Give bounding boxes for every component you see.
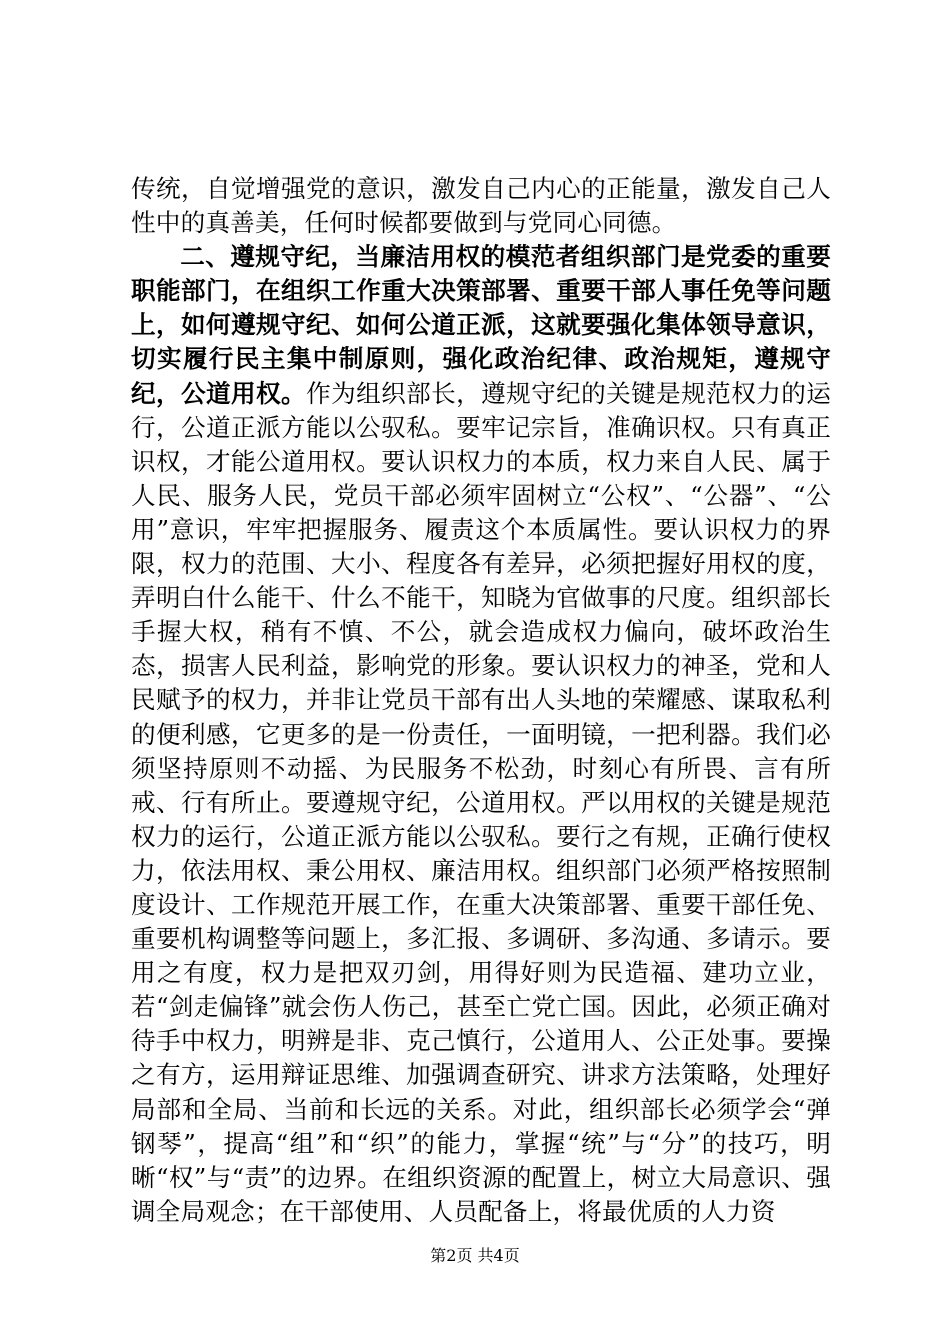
paragraph-section-two [131, 240, 831, 1229]
page-footer [0, 1246, 950, 1266]
paragraph-text: 传统，自觉增强党的意识，激发自己内心的正能量，激发自己人性中的真善美，任何时候都要做到与党同心同德。 [131, 174, 831, 238]
paragraph-text: 作为组织部长，遵规守纪的关键是规范权力的运行，公道正派方能以公驭私。要牢记宗旨，准确识权。只有真正识权，才能公道用权。要认识权力的本质，权力来自人民、属于人民、服务人民，党员干部必须牢固树立“公权”、“公器”、“公用”意识，牢牢把握服务、履责这个本质属性。要认识权力的界限，权力的范围、大小、程度各有差异，必须把握好用权的度，弄明白什么能干、什么不能干，知晓为官做事的尺度。组织部长手握大权，稍有不慎、不公，就会造成权力偏向，破坏政治生态，损害人民利益，影响党的形象。要认识权力的神圣，党和人民赋予的权力，并非让党员干部有出人头地的荣耀感、谋取私利的便利感，它更多的是一份责任，一面明镜，一把利器。我们必须坚持原则不动摇、为民服务不松劲，时刻心有所畏、言有所戒、行有所止。要遵规守纪，公道用权。严以用权的关键是规范权力的运行，公道正派方能以公驭私。要行之有规，正确行使权力，依法用权、秉公用权、廉洁用权。组织部门必须严格按照制度设计、工作规范开展工作，在重大决策部署、重要干部任免、重要机构调整等问题上，多汇报、多调研、多沟通、多请示。要用之有度，权力是把双刃剑，用得好则为民造福、建功立业，若“剑走偏锋”就会伤人伤己，甚至亡党亡国。因此，必须正确对待手中权力，明辨是非、克己慎行，公道用人、公正处事。要操之有方，运用辩证思维、加强调查研究、讲求方法策略，处理好局部和全局、当前和长远的关系。对此，组织部长必须学会“弹钢琴”，提高“组”和“织”的能力，掌握“统”与“分”的技巧，明晰“权”与“责”的边界。在组织资源的配置上，树立大局意识、强调全局观念；在干部使用、人员配备上，将最优质的人力资 [131, 378, 832, 1226]
page-number: 第2页 共4页 [430, 1246, 520, 1265]
section-heading: 二、遵规守纪，当廉洁用权的模范者组织部门是党委的重要职能部门，在组织工作重大决策部署、重要干部人事任免等问题上，如何遵规守纪、如何公道正派，这就要强化集体领导意识，切实履行民主集中制原则，强化政治纪律、政治规矩，遵规守纪，公道用权。 [131, 242, 831, 408]
paragraph-continuation [131, 172, 831, 240]
body-text [131, 172, 831, 1229]
